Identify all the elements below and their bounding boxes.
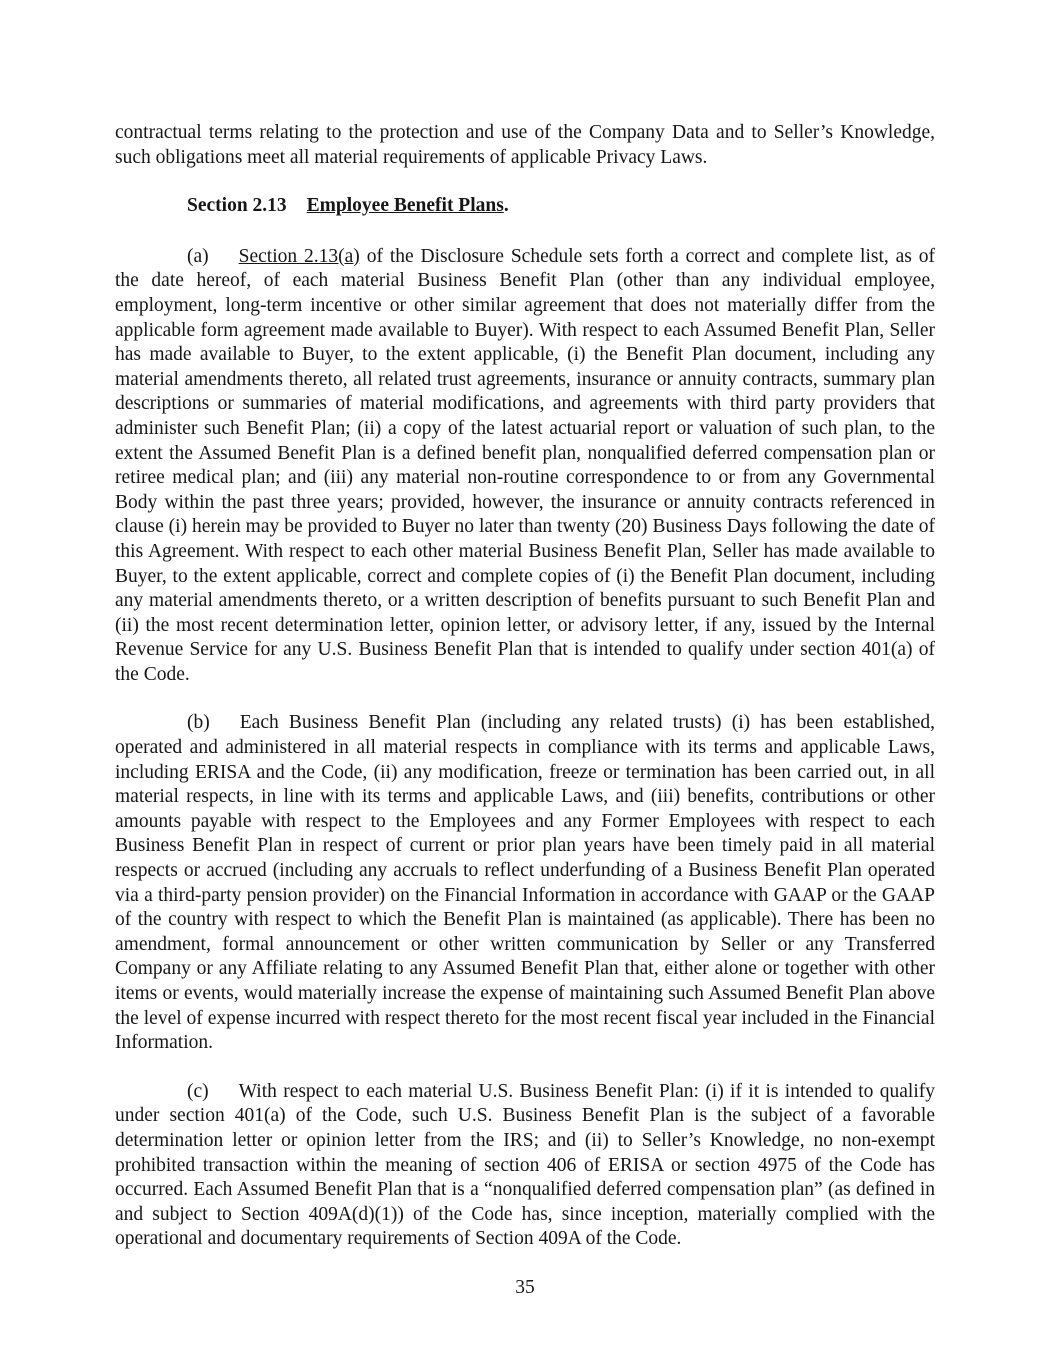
paragraph-b-marker: (b) bbox=[187, 712, 210, 734]
paragraph-a-text: of the Disclosure Schedule sets forth a correct and complete list, as of the date hereof, of each material Business Benefit Plan (other than any individual employee, employment, long-term incentive or other similar agreement that does not materially differ from the applicable form agreement made available to Buyer). With respect to each Assumed Benefit Plan, Seller has made available to Buyer, to the extent applicable, (i) the Benefit Plan document, including any material amendments thereto, all related trust agreements, insurance or annuity contracts, summary plan descriptions or summaries of material modifications, and agreements with third party providers that administer such Benefit Plan; (ii) a copy of the latest actuarial report or valuation of such plan, to the extent the Assumed Benefit Plan is a defined benefit plan, nonqualified deferred compensation plan or retiree medical plan; and (iii) any material non-routine correspondence to or from any Governmental Body within the past three years; provided, however, the insurance or annuity contracts referenced in clause (i) herein may be provided to Buyer no later than twenty (20) Business Days following the date of this Agreement. With respect to each other material Business Benefit Plan, Seller has made available to Buyer, to the extent applicable, correct and complete copies of (i) the Benefit Plan document, including any material amendments thereto, or a written description of benefits pursuant to such Benefit Plan and (ii) the most recent determination letter, opinion letter, or advisory letter, if any, issued by the Internal Revenue Service for any U.S. Business Benefit Plan that is intended to qualify under section 401(a) of the Code. bbox=[115, 245, 936, 685]
paragraph-a-schedule-reference: Section 2.13(a) bbox=[238, 245, 360, 267]
paragraph-c bbox=[115, 1080, 935, 1252]
section-heading-label: Section 2.13 bbox=[187, 195, 287, 217]
page-number: 35 bbox=[515, 1276, 535, 1298]
section-heading-suffix: . bbox=[503, 195, 509, 217]
paragraph-a bbox=[115, 245, 935, 688]
paragraph-b-text: Each Business Benefit Plan (including any related trusts) (i) has been established, operated and administered in all material respects in compliance with its terms and applicable Laws, including ERISA and the Code, (ii) any modification, freeze or termination has been carried out, in all material respects, in line with its terms and applicable Laws, and (iii) benefits, contributions or other amounts payable with respect to the Employees and any Former Employees with respect to each Business Benefit Plan in respect of current or prior plan years have been timely paid in all material respects or accrued (including any accruals to reflect underfunding of a Business Benefit Plan operated via a third-party pension provider) on the Financial Information in accordance with GAAP or the GAAP of the country with respect to which the Benefit Plan is maintained (as applicable). There has been no amendment, formal announcement or other written communication by Seller or any Transferred Company or any Affiliate relating to any Assumed Benefit Plan that, either alone or together with other items or events, would materially increase the expense of maintaining such Assumed Benefit Plan above the level of expense incurred with respect thereto for the most recent fiscal year included in the Financial Information. bbox=[115, 712, 935, 1054]
paragraph-b bbox=[115, 711, 935, 1055]
section-heading-title: Employee Benefit Plans bbox=[306, 195, 504, 217]
intro-paragraph: contractual terms relating to the protection and use of the Company Data and to Seller’s Knowledge, such obligations meet all material requirements of applicable Privacy Laws. bbox=[115, 122, 935, 168]
paragraph-a-marker: (a) bbox=[187, 245, 209, 267]
paragraph-c-marker: (c) bbox=[187, 1080, 209, 1102]
paragraph-c-text: With respect to each material U.S. Business Benefit Plan: (i) if it is intended to qualify under section 401(a) of the Code, such U.S. Business Benefit Plan is the subject of a favorable determination letter or opinion letter from the IRS; and (ii) to Seller’s Knowledge, no non-exempt prohibited transaction within the meaning of section 406 of ERISA or section 4975 of the Code has occurred. Each Assumed Benefit Plan that is a “nonqualified deferred compensation plan” (as defined in and subject to Section 409A(d)(1)) of the Code has, since inception, materially complied with the operational and documentary requirements of Section 409A of the Code. bbox=[115, 1080, 935, 1250]
section-heading bbox=[115, 194, 935, 219]
document-body bbox=[115, 121, 935, 1301]
